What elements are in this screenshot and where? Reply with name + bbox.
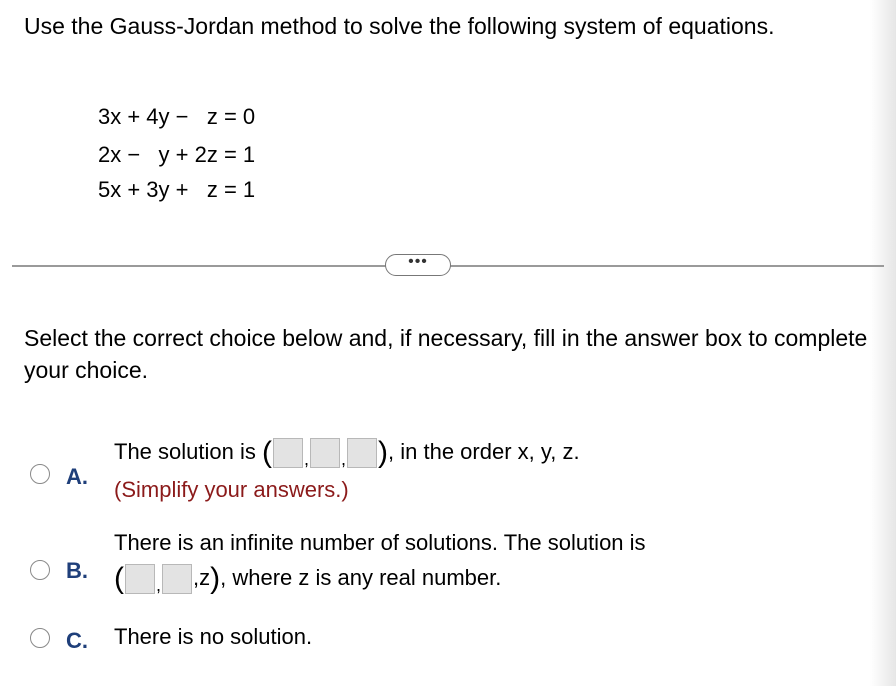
choice-c-radio[interactable] <box>30 628 50 648</box>
answer-box-x[interactable] <box>273 438 303 468</box>
answer-box-y[interactable] <box>310 438 340 468</box>
open-paren: ( <box>114 562 124 595</box>
choice-b-line1: There is an infinite number of solutions. The solution is <box>114 530 646 555</box>
comma: , <box>156 574 162 595</box>
close-paren: ) <box>210 562 221 595</box>
answer-box-y[interactable] <box>162 564 192 594</box>
choice-a-radio[interactable] <box>30 464 50 484</box>
choice-c-text: There is no solution. <box>114 624 313 649</box>
choice-a-prefix: The solution is <box>114 438 256 464</box>
z-variable: ,z <box>193 564 211 590</box>
choice-c-letter: C. <box>66 628 88 653</box>
instruction-text: Select the correct choice below and, if necessary, fill in the answer box to complete your choice. <box>24 325 868 383</box>
comma: , <box>341 448 347 469</box>
equation-1: 3x + 4y − z = 0 <box>98 104 256 129</box>
choice-a-line <box>114 436 580 470</box>
close-paren: ) <box>378 436 389 469</box>
comma: , <box>303 448 309 469</box>
choice-a-suffix: , in the order x, y, z. <box>388 438 580 464</box>
choice-b-radio[interactable] <box>30 560 50 580</box>
choice-b-line2 <box>114 562 501 596</box>
more-button[interactable]: ••• <box>385 254 451 276</box>
choice-a-letter: A. <box>66 464 88 489</box>
choice-b-suffix: , where z is any real number. <box>220 564 502 590</box>
equation-2: 2x − y + 2z = 1 <box>98 142 256 167</box>
answer-box-x[interactable] <box>125 564 155 594</box>
question-prompt: Use the Gauss-Jordan method to solve the following system of equations. <box>24 13 775 39</box>
answer-box-z[interactable] <box>347 438 377 468</box>
equation-3: 5x + 3y + z = 1 <box>98 177 256 202</box>
choice-b-letter: B. <box>66 558 88 583</box>
choice-a-note: (Simplify your answers.) <box>114 477 349 502</box>
open-paren: ( <box>261 436 272 469</box>
